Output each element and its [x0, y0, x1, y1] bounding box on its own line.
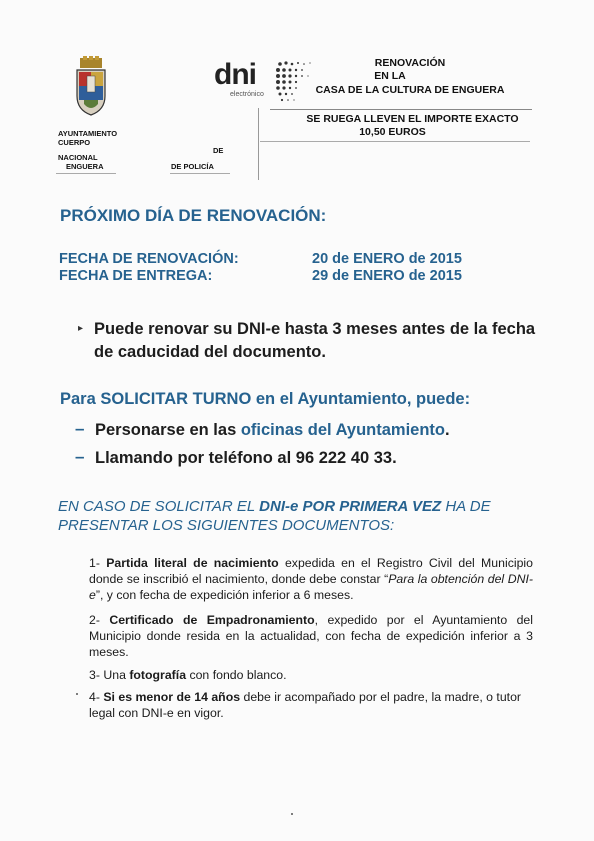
option-telefono: Llamando por teléfono al 96 222 40 33. [95, 449, 397, 467]
doc-text-end: ”, y con fecha de expedición inferior a 6 meses. [95, 588, 354, 602]
option-personarse-end: . [444, 421, 450, 439]
doc-number: 4- [89, 690, 104, 704]
signature-line [56, 173, 116, 174]
dni-logo-subtitle: electrónico [230, 91, 264, 98]
caso-text: EN CASO DE SOLICITAR EL [58, 498, 260, 515]
header-casa-cultura: CASA DE LA CULTURA DE ENGUERA [315, 84, 505, 96]
option-personarse-text: Personarse en las [95, 421, 241, 439]
nacional-label: NACIONAL [58, 153, 98, 162]
doc-number: 2- [89, 613, 110, 627]
fecha-renovacion-value: 20 de ENERO de 2015 [312, 251, 462, 267]
caso-primera-vez: POR PRIMERA VEZ [302, 498, 442, 515]
signature-line [170, 173, 230, 174]
scan-speck [291, 813, 293, 815]
document-item-2 [89, 612, 533, 660]
doc-text: debe ir acompañado por el padre, la madre, o tutor legal con DNI-e en vigor. [89, 690, 522, 720]
header-vertical-divider [258, 108, 259, 180]
doc-number: 1- [89, 556, 107, 570]
doc-text: , expedido por el Ayuntamiento del Municipio donde resida en la actualidad, con fecha de expedición inferior a 3 meses. [89, 613, 533, 659]
solicitar-turno-heading: Para SOLICITAR TURNO en el Ayuntamiento, puede: [60, 390, 471, 408]
oficinas-link[interactable]: oficinas del Ayuntamiento [240, 421, 445, 439]
header-en-la: EN LA [374, 70, 406, 82]
header-renovacion: RENOVACIÓN [374, 57, 446, 69]
cuerpo-label: CUERPO [58, 138, 91, 147]
doc-number: 3- Una [89, 668, 130, 682]
scan-speck [76, 693, 78, 695]
document-item-4 [89, 689, 533, 721]
doc-quote: Para la obtención del DNI-e [89, 572, 534, 602]
header-divider-lower [260, 141, 530, 142]
doc-text: expedida en el Registro Civil del Municipio donde se inscribió el nacimiento, donde debe constar “ [89, 556, 533, 586]
dni-logo-text: dni [214, 58, 256, 91]
doc-text: con fondo blanco. [186, 668, 287, 682]
document-item-1 [89, 555, 533, 603]
fecha-entrega-value: 29 de ENERO de 2015 [312, 268, 462, 284]
ayuntamiento-label: AYUNTAMIENTO [58, 129, 118, 138]
primera-vez-notice [58, 497, 548, 535]
fecha-entrega-label: FECHA DE ENTREGA: [59, 268, 213, 284]
doc-title: fotografía [129, 668, 187, 682]
bullet-arrow-icon: ▸ [78, 323, 84, 334]
doc-title: Si es menor de 14 años [103, 690, 241, 704]
header-divider [270, 109, 532, 110]
enguera-label: ENGUERA [66, 162, 104, 171]
document-item-3 [89, 667, 533, 683]
header-importe-amount: 10,50 EUROS [359, 126, 426, 138]
caso-dni: DNI-e [259, 498, 299, 515]
option-personarse [95, 421, 450, 440]
doc-title: Partida literal de nacimiento [106, 556, 279, 570]
fecha-renovacion-label: FECHA DE RENOVACIÓN: [59, 251, 239, 267]
header-importe-note: SE RUEGA LLEVEN EL IMPORTE EXACTO [306, 113, 519, 125]
dash-bullet: – [75, 419, 85, 438]
dash-bullet: – [75, 447, 85, 466]
proximo-dia-heading: PRÓXIMO DÍA DE RENOVACIÓN: [60, 206, 327, 225]
coat-of-arms-icon [74, 56, 108, 116]
dni-dots-logo-icon [272, 58, 324, 108]
doc-title: Certificado de Empadronamiento [109, 613, 315, 627]
caso-text-end: HA DE PRESENTAR LOS SIGUIENTES DOCUMENTOS: [58, 498, 491, 534]
policia-label: DE POLICÍA [171, 162, 214, 171]
de-label: DE [213, 146, 224, 155]
renovar-note: Puede renovar su DNI-e hasta 3 meses antes de la fecha de caducidad del documento. [94, 320, 536, 361]
